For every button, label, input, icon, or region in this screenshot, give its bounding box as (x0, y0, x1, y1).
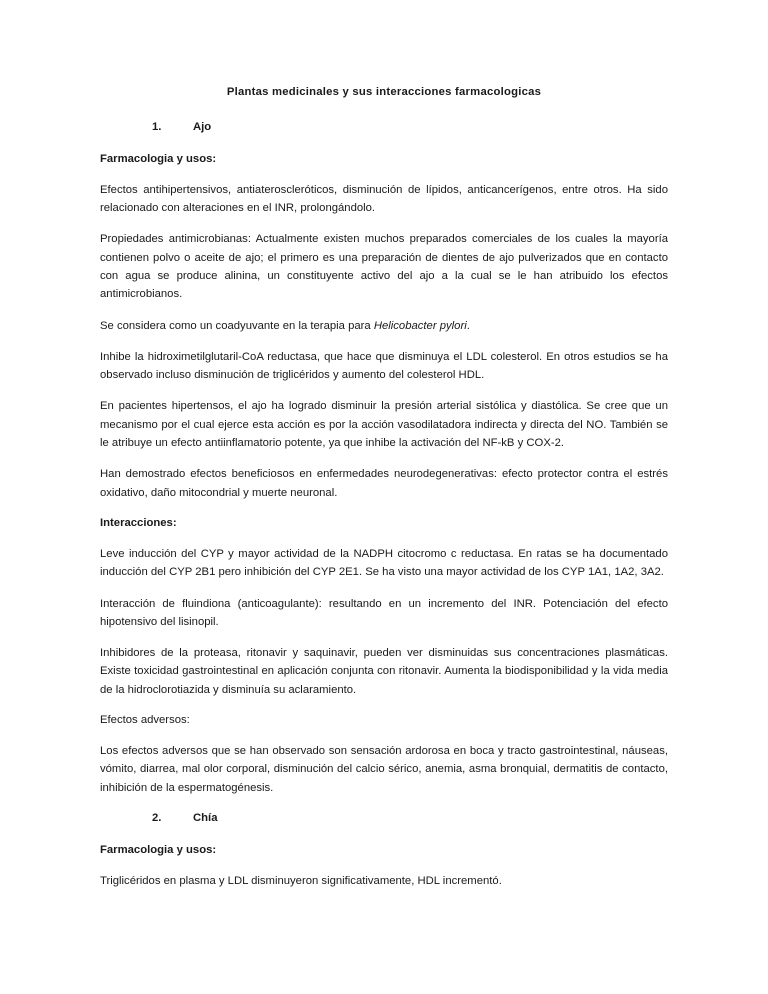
section-heading-farmacologia: Farmacologia y usos: (100, 152, 217, 165)
section-heading-efectos-adversos: Efectos adversos: (100, 713, 190, 726)
document-body (100, 84, 668, 903)
list-item-term: Ajo (193, 120, 212, 133)
paragraph-text-before-italic: Se considera como un coadyuvante en la terapia para (100, 319, 374, 332)
list-item-number: 1. (152, 120, 162, 133)
list-item-term: Chía (193, 811, 218, 824)
section-heading-farmacologia-chia: Farmacologia y usos: (100, 843, 217, 856)
paragraph-efectos-adversos-detalle: Los efectos adversos que se han observado son sensación ardorosa en boca y tracto gastrointestinal, náuseas, vómito, diarrea, mal olor corporal, disminución del calcio sérico, anemia, asma bronquial, dermatitis de contacto, inhibición de la espermatogénesis. (100, 744, 668, 794)
list-item (100, 119, 668, 136)
paragraph-pacientes-hipertensos: En pacientes hipertensos, el ajo ha logrado disminuir la presión arterial sistólica y diastólica. Se cree que un mecanismo por el cual ejerce esta acción es por la acción vasodilatadora indirecta y directa del NO. También se le atribuye un efecto antiinflamatorio potente, ya que inhibe la activación del NF-kB y COX-2. (100, 400, 668, 450)
paragraph-text-after-italic: . (466, 319, 470, 332)
paragraph-induccion-cyp: Leve inducción del CYP y mayor actividad de la NADPH citocromo c reductasa. En ratas se ha documentado inducción del CYP 2B1 pero inhibición del CYP 2E1. Se ha visto una mayor actividad de los CYP 1A1, 1A2, 3A2. (100, 547, 668, 579)
section-heading-interacciones: Interacciones: (100, 516, 177, 529)
paragraph-trigliceridos-chia: Triglicéridos en plasma y LDL disminuyeron significativamente, HDL incrementó. (100, 874, 502, 887)
paragraph-inhibidores-proteasa: Inhibidores de la proteasa, ritonavir y saquinavir, pueden ver disminuidas sus concentraciones plasmáticas. Existe toxicidad gastrointestinal en aplicación conjunta con ritonavir. Aumenta la biodisponibilidad y la vida media de la hidroclorotiazida y disminuía su aclaramiento. (100, 647, 668, 696)
paragraph-fluindiona: Interacción de fluindiona (anticoagulante): resultando en un incremento del INR. Potenciación del efecto hipotensivo del lisinopil. (100, 597, 668, 628)
list-item-number: 2. (152, 811, 162, 824)
paragraph-propiedades-antimicrobianas: Propiedades antimicrobianas: Actualmente existen muchos preparados comerciales de los cuales la mayoría contienen polvo o aceite de ajo; el primero es una preparación de dientes de ajo pulverizados que en contacto con agua se produce alinina, un constituyente activo del ajo a la cual se le han atribuido los efectos antimicrobianos. (100, 233, 668, 301)
paragraph-hidroximetilglutaril: Inhibe la hidroximetilglutaril-CoA reductasa, que hace que disminuya el LDL colesterol. En otros estudios se ha observado incluso disminución de triglicéridos y aumento del colesterol HDL. (100, 350, 668, 382)
paragraph-neurodegenerativas: Han demostrado efectos beneficiosos en enfermedades neurodegenerativas: efecto protector contra el estrés oxidativo, daño mitocondrial y muerte neuronal. (100, 468, 668, 499)
paragraph-efectos-antihipertensivos: Efectos antihipertensivos, antiateroscleróticos, disminución de lípidos, anticancerígenos, entre otros. Ha sido relacionado con alteraciones en el INR, prolongándolo. (100, 183, 668, 215)
paragraph-coadyuvante (100, 317, 668, 335)
page-title: Plantas medicinales y sus interacciones farmacologicas (226, 86, 542, 98)
species-name-italic: Helicobacter pylori (373, 319, 467, 332)
list-item (100, 810, 668, 827)
